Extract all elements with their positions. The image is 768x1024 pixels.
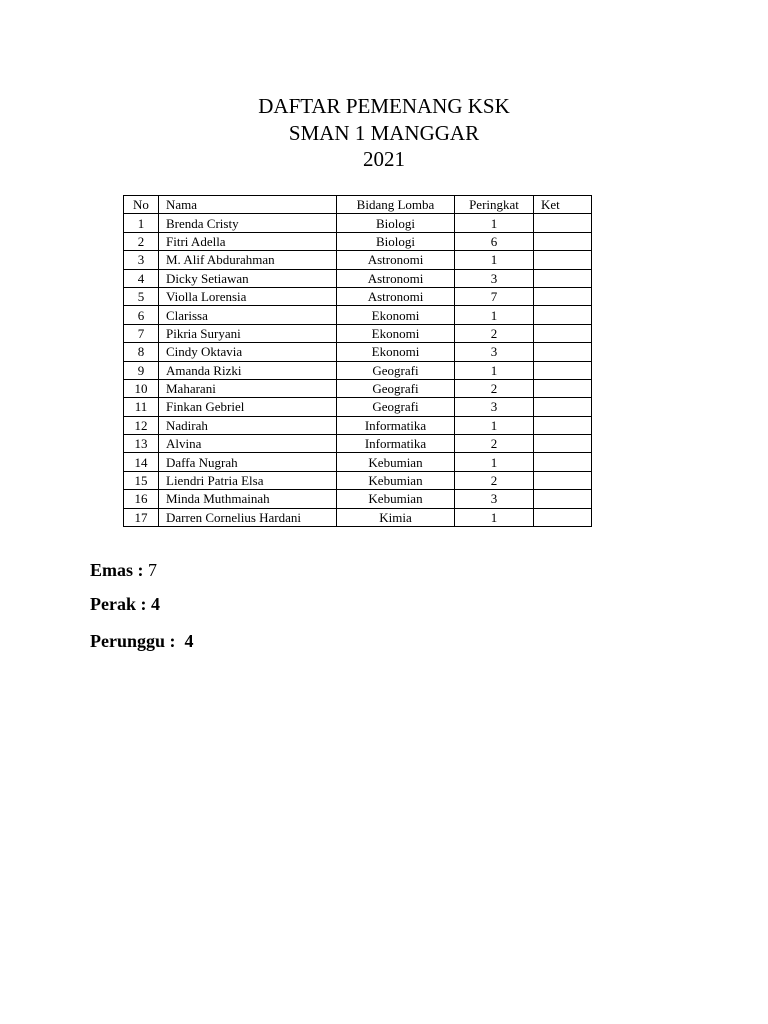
cell-no: 14: [124, 453, 159, 471]
cell-bidang-lomba: Biologi: [337, 232, 455, 250]
table-row: [124, 232, 592, 250]
table-row: [124, 214, 592, 232]
cell-ket: [534, 490, 592, 508]
cell-peringkat: 3: [455, 343, 534, 361]
cell-peringkat: 3: [455, 398, 534, 416]
table-row: [124, 324, 592, 342]
cell-ket: [534, 232, 592, 250]
header-no: No: [124, 196, 159, 214]
cell-ket: [534, 416, 592, 434]
document-title: DAFTAR PEMENANG KSK: [258, 94, 510, 118]
cell-no: 3: [124, 251, 159, 269]
cell-nama: Cindy Oktavia: [159, 343, 337, 361]
cell-peringkat: 3: [455, 490, 534, 508]
cell-peringkat: 1: [455, 416, 534, 434]
cell-no: 4: [124, 269, 159, 287]
cell-no: 16: [124, 490, 159, 508]
perunggu-label: Perunggu :: [90, 631, 185, 651]
cell-ket: [534, 361, 592, 379]
cell-nama: Clarissa: [159, 306, 337, 324]
cell-no: 17: [124, 508, 159, 526]
table-row: [124, 453, 592, 471]
cell-ket: [534, 379, 592, 397]
cell-bidang-lomba: Informatika: [337, 416, 455, 434]
table-row: [124, 435, 592, 453]
cell-bidang-lomba: Ekonomi: [337, 306, 455, 324]
cell-bidang-lomba: Kebumian: [337, 453, 455, 471]
cell-peringkat: 1: [455, 453, 534, 471]
cell-peringkat: 1: [455, 306, 534, 324]
cell-no: 11: [124, 398, 159, 416]
cell-nama: Maharani: [159, 379, 337, 397]
cell-bidang-lomba: Kimia: [337, 508, 455, 526]
table-row: [124, 490, 592, 508]
cell-nama: Fitri Adella: [159, 232, 337, 250]
cell-bidang-lomba: Kebumian: [337, 471, 455, 489]
winners-table: [123, 195, 592, 527]
year: 2021: [363, 147, 405, 171]
table-row: [124, 471, 592, 489]
cell-ket: [534, 471, 592, 489]
cell-ket: [534, 214, 592, 232]
cell-nama: Pikria Suryani: [159, 324, 337, 342]
cell-ket: [534, 251, 592, 269]
table-row: [124, 379, 592, 397]
emas-label: Emas :: [90, 560, 148, 580]
cell-peringkat: 1: [455, 251, 534, 269]
table-row: [124, 306, 592, 324]
table-row: [124, 508, 592, 526]
emas-value: 7: [148, 560, 157, 580]
cell-nama: Alvina: [159, 435, 337, 453]
table-row: [124, 269, 592, 287]
cell-nama: Liendri Patria Elsa: [159, 471, 337, 489]
cell-nama: Daffa Nugrah: [159, 453, 337, 471]
cell-peringkat: 1: [455, 361, 534, 379]
table-row: [124, 251, 592, 269]
cell-bidang-lomba: Geografi: [337, 379, 455, 397]
cell-bidang-lomba: Kebumian: [337, 490, 455, 508]
cell-ket: [534, 508, 592, 526]
cell-peringkat: 7: [455, 287, 534, 305]
cell-no: 9: [124, 361, 159, 379]
cell-bidang-lomba: Biologi: [337, 214, 455, 232]
cell-no: 7: [124, 324, 159, 342]
cell-peringkat: 1: [455, 508, 534, 526]
cell-no: 5: [124, 287, 159, 305]
cell-no: 13: [124, 435, 159, 453]
table-header-row: [124, 196, 592, 214]
table-body: [124, 214, 592, 527]
cell-bidang-lomba: Geografi: [337, 361, 455, 379]
header-peringkat: Peringkat: [455, 196, 534, 214]
cell-bidang-lomba: Astronomi: [337, 287, 455, 305]
cell-peringkat: 3: [455, 269, 534, 287]
summary-emas: [90, 559, 157, 581]
cell-nama: Minda Muthmainah: [159, 490, 337, 508]
cell-ket: [534, 398, 592, 416]
cell-no: 10: [124, 379, 159, 397]
cell-ket: [534, 453, 592, 471]
cell-ket: [534, 287, 592, 305]
cell-no: 6: [124, 306, 159, 324]
summary-perunggu: [90, 630, 194, 652]
cell-bidang-lomba: Astronomi: [337, 269, 455, 287]
cell-no: 15: [124, 471, 159, 489]
cell-bidang-lomba: Astronomi: [337, 251, 455, 269]
cell-ket: [534, 306, 592, 324]
perak-value: 4: [150, 594, 160, 614]
cell-no: 2: [124, 232, 159, 250]
cell-no: 12: [124, 416, 159, 434]
cell-ket: [534, 324, 592, 342]
cell-ket: [534, 435, 592, 453]
cell-peringkat: 2: [455, 471, 534, 489]
cell-ket: [534, 269, 592, 287]
perunggu-value: 4: [184, 631, 194, 651]
header-bidang-lomba: Bidang Lomba: [337, 196, 455, 214]
cell-nama: Violla Lorensia: [159, 287, 337, 305]
cell-no: 1: [124, 214, 159, 232]
cell-bidang-lomba: Informatika: [337, 435, 455, 453]
summary-perak: [90, 593, 160, 615]
header-ket: Ket: [534, 196, 592, 214]
school-name: SMAN 1 MANGGAR: [288, 121, 480, 145]
table-row: [124, 398, 592, 416]
cell-ket: [534, 343, 592, 361]
cell-no: 8: [124, 343, 159, 361]
cell-peringkat: 2: [455, 379, 534, 397]
cell-peringkat: 2: [455, 324, 534, 342]
table-row: [124, 343, 592, 361]
cell-peringkat: 6: [455, 232, 534, 250]
cell-nama: M. Alif Abdurahman: [159, 251, 337, 269]
cell-nama: Finkan Gebriel: [159, 398, 337, 416]
cell-peringkat: 1: [455, 214, 534, 232]
table-row: [124, 416, 592, 434]
cell-nama: Darren Cornelius Hardani: [159, 508, 337, 526]
cell-bidang-lomba: Geografi: [337, 398, 455, 416]
cell-nama: Nadirah: [159, 416, 337, 434]
cell-nama: Amanda Rizki: [159, 361, 337, 379]
cell-bidang-lomba: Ekonomi: [337, 324, 455, 342]
cell-nama: Brenda Cristy: [159, 214, 337, 232]
cell-nama: Dicky Setiawan: [159, 269, 337, 287]
table-row: [124, 361, 592, 379]
table-row: [124, 287, 592, 305]
cell-bidang-lomba: Ekonomi: [337, 343, 455, 361]
perak-label: Perak :: [90, 594, 151, 614]
cell-peringkat: 2: [455, 435, 534, 453]
header-nama: Nama: [159, 196, 337, 214]
